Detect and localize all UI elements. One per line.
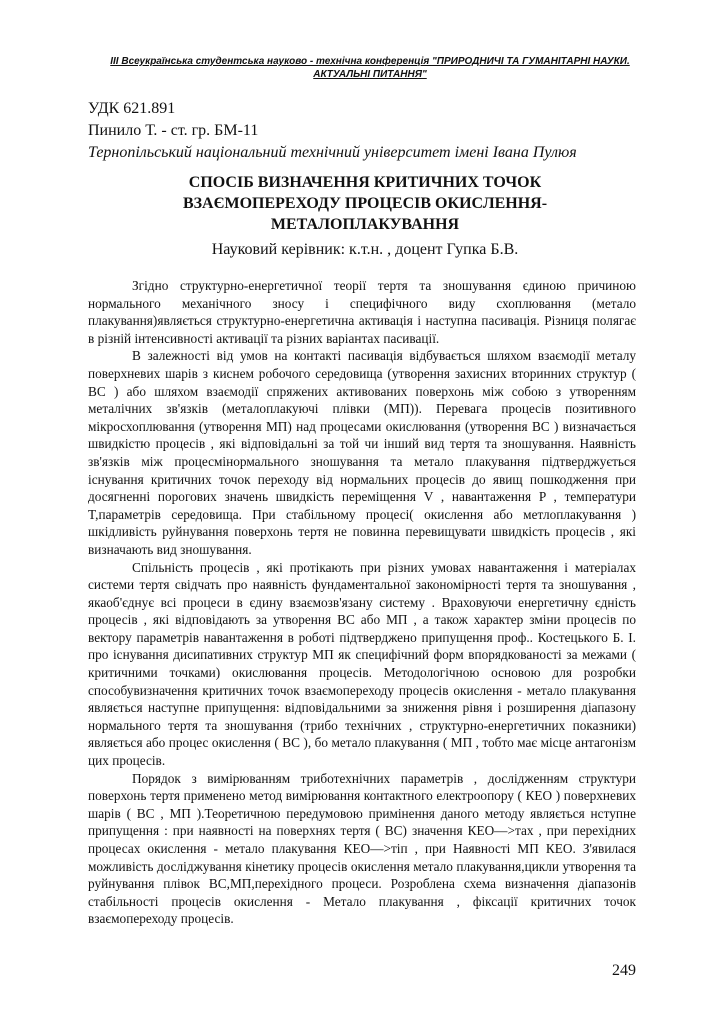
supervisor-line: Науковий керівник: к.т.н. , доцент Гупка Б.В.: [211, 241, 519, 258]
conference-header-line2: АКТУАЛЬНІ ПИТАННЯ": [313, 69, 427, 80]
paragraph: Згідно структурно-енергетичної теорії тертя та зношування єдиною причиною нормального механічного зносу і специфічного виду схоплювання (метало плакування)являється структурно-енергетична активація і наступна пасивація. Різниця полягає в різній інтенсивності активації та різних варіантах пасивації.: [88, 278, 636, 346]
title-line3: МЕТАЛОПЛАКУВАННЯ: [270, 216, 460, 233]
author-line: Пинило Т. - ст. гр. БМ-11: [88, 122, 259, 139]
paragraph: В залежності від умов на контакті пасивація відбувається шляхом взаємодії металу поверхневих шарів з киснем робочого середовища (утворення захисних вторинних структур ( ВС ) або шляхом взаємодії спряжених активованих поверхонь між собою з утворенням металічних зв'язків (металоплакуючі плівки (МП)). Перевага процесів позитивного мікросхоплювання (утворення МП) над процесами окислювання (утворення ВС ) визначається швидкістю процесів , які відповідальні за той чи інший вид тертя та зношування. Наявність зв'язків між процесмінормального зношування та метало плакування підтверджується існування критичних точок переходу від нормальних процесів до явищ пошкодження при досягненні порогових значень швидкість переміщення V , навантаження P , температури T,параметрів середовища. При стабільному процесі( окислення або метлоплакування ) шкідливість руйнування поверхонь тертя не повинна перевищувати швидкість процесів , які визначають вид зношування.: [88, 348, 636, 557]
conference-header: [80, 55, 660, 81]
article-title: [95, 172, 635, 235]
article-body: [88, 277, 636, 928]
paragraph: Порядок з вимірюванням триботехнічних параметрів , дослідженням структури поверхонь тертя применено метод вимірювання контактного електроопору ( КЕО ) поверхневих шарів ( ВС , МП ).Теоретичною передумовою примінення даного методу являється нступне припущення : при наявності на поверхнях тертя ( ВС) значення КЕО—>тах , при перехідних процесах окислення - метало плакування КЕО—>тіп , при Наявності МП КЕО. З'явилася можливість досліджування кінетику процесів окислення метало плакування,цикли утворення та руйнування плівок ВС,МП,перехідного процеси. Розроблена схема визначення діапазонів стабільності процесів окислення - Метало плакування , фіксації критичних точок взаємопереходу процесів.: [88, 770, 636, 927]
paragraph: Спільність процесів , які протікають при різних умовах навантаження і матеріалах системи тертя свідчать про наявність фундаментальної закономірності тертя та зношування , якаоб'єднує всі процеси в єдину взаємозв'язану систему . Враховуючи енергетичну єдність процесів , які відповідають за утворення ВС або МП , а також характер зміни процесів по вектору параметрів навантаження в роботі підтверджено припущення проф.. Костецького Б. І. про існування дисипативних структур МП як специфічний форм впорядкованості за межами ( критичними точками) окислювання процесів. Методологічною основою для розробки способувизначення критичних точок взаємопереходу процесів окислення - метало плакування являється наступне припущення: відповідальними за зниження рівня і розширення діапазону нормального тертя та зношування (трибо технічних , структурно-енергетичних показники) являється або процес окислення ( ВС ), бо метало плакування ( МП , тобто має місце антагонізм цих процесів.: [88, 559, 636, 769]
university-line: Тернопільський національний технічний університет імені Івана Пулюя: [88, 144, 577, 161]
title-line1: СПОСІБ ВИЗНАЧЕННЯ КРИТИЧНИХ ТОЧОК: [188, 174, 542, 191]
udk-code: УДК 621.891: [88, 100, 176, 117]
title-line2: ВЗАЄМОПЕРЕХОДУ ПРОЦЕСІВ ОКИСЛЕННЯ-: [182, 195, 548, 212]
conference-header-line1: ІІІ Всеукраїнська студентська науково - технічна конференція "ПРИРОДНИЧІ ТА ГУМАНІТАРНІ НАУКИ.: [110, 56, 630, 67]
article-meta: [88, 98, 648, 164]
page-number: 249: [612, 962, 636, 979]
